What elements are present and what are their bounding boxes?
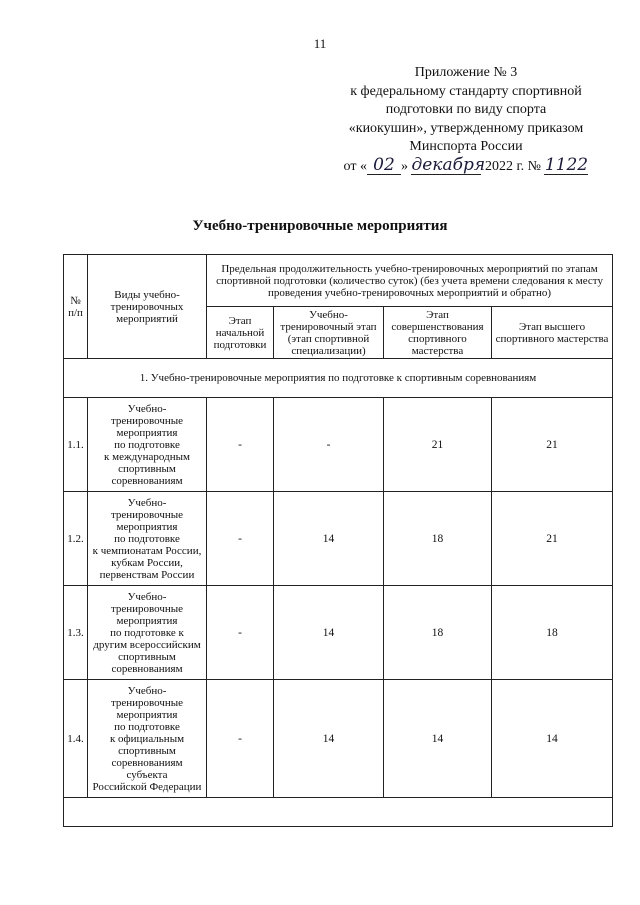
kind-line: спортивным bbox=[118, 462, 176, 475]
kind-line: по подготовке bbox=[114, 438, 180, 451]
handwritten-day: 02 bbox=[367, 157, 401, 175]
table-row bbox=[64, 586, 613, 680]
table-row bbox=[64, 492, 613, 586]
kind-line: к чемпионатам России, bbox=[92, 544, 202, 557]
kind-line: мероприятия bbox=[116, 426, 178, 439]
table-row-empty bbox=[64, 798, 613, 827]
kind-line: по подготовке bbox=[114, 532, 180, 545]
header-num: № п/п bbox=[64, 255, 88, 359]
section-title: 1. Учебно-тренировочные мероприятия по подготовке к спортивным соревнованиям bbox=[64, 359, 613, 398]
row-value: - bbox=[207, 492, 274, 586]
row-value: 14 bbox=[274, 586, 384, 680]
kind-line: Российской Федерации bbox=[92, 780, 202, 793]
document-title: Учебно-тренировочные мероприятия bbox=[192, 218, 448, 234]
date-prefix: от « bbox=[343, 158, 367, 174]
kind-line: Учебно- bbox=[127, 496, 167, 509]
row-value: - bbox=[207, 680, 274, 798]
kind-line: субъекта bbox=[126, 768, 168, 781]
table-row bbox=[64, 398, 613, 492]
kind-line: первенствам России bbox=[99, 568, 195, 581]
row-value: 18 bbox=[384, 586, 492, 680]
kind-line: мероприятия bbox=[116, 708, 178, 721]
empty-cell bbox=[64, 798, 613, 827]
kind-line: Учебно- bbox=[127, 684, 167, 697]
row-value: 21 bbox=[492, 398, 613, 492]
page-number: 11 bbox=[313, 36, 327, 51]
header-stage: Этап высшего спортивного мастерства bbox=[492, 307, 613, 359]
row-kind bbox=[88, 586, 207, 680]
table-row bbox=[64, 680, 613, 798]
kind-line: мероприятия bbox=[116, 520, 178, 533]
kind-line: тренировочные bbox=[110, 508, 184, 521]
table-header-row bbox=[64, 255, 613, 307]
appendix-line: Минспорта России bbox=[409, 139, 523, 154]
kind-line: соревнованиям bbox=[111, 756, 183, 769]
row-value: 18 bbox=[384, 492, 492, 586]
kind-line: тренировочные bbox=[110, 602, 184, 615]
row-value: - bbox=[207, 398, 274, 492]
row-value: 14 bbox=[492, 680, 613, 798]
header-stage: Этап совершенствования спортивного мастерства bbox=[384, 307, 492, 359]
row-value: - bbox=[274, 398, 384, 492]
appendix-line: к федеральному стандарту спортивной bbox=[350, 83, 582, 99]
appendix-line: подготовки по виду спорта bbox=[385, 102, 547, 117]
kind-line: тренировочные bbox=[110, 696, 184, 709]
row-value: 14 bbox=[384, 680, 492, 798]
row-kind bbox=[88, 680, 207, 798]
kind-line: спортивным bbox=[118, 650, 176, 663]
row-value: 14 bbox=[274, 492, 384, 586]
section-row bbox=[64, 359, 613, 398]
kind-line: тренировочные bbox=[110, 414, 184, 427]
appendix-line: «киокушин», утвержденному приказом bbox=[348, 120, 584, 136]
row-number: 1.2. bbox=[64, 492, 88, 586]
order-date-line bbox=[326, 154, 606, 177]
row-number: 1.3. bbox=[64, 586, 88, 680]
header-stage: Этап начальной подготовки bbox=[207, 307, 274, 359]
kind-line: Учебно- bbox=[127, 402, 167, 415]
kind-line: Учебно- bbox=[127, 590, 167, 603]
kind-line: к международным bbox=[104, 450, 190, 463]
header-stage: Учебно-тренировочный этап (этап спортивной специализации) bbox=[274, 307, 384, 359]
kind-line: мероприятия bbox=[116, 614, 178, 627]
row-number: 1.1. bbox=[64, 398, 88, 492]
row-value: 21 bbox=[384, 398, 492, 492]
kind-line: по подготовке к bbox=[110, 626, 184, 639]
header-duration: Предельная продолжительность учебно-тренировочных мероприятий по этапам спортивной подготовки (количество суток) (без учета времени следования к месту проведения учебно-тренировочных мероприятий и обратно) bbox=[207, 255, 613, 307]
row-number: 1.4. bbox=[64, 680, 88, 798]
kind-line: соревнованиям bbox=[111, 474, 183, 487]
kind-line: другим всероссийским bbox=[93, 638, 201, 651]
kind-line: кубкам России, bbox=[111, 556, 183, 569]
date-year: 2022 г. № bbox=[484, 158, 541, 174]
handwritten-order-number: 1122 bbox=[544, 154, 589, 175]
date-mid: » bbox=[400, 158, 408, 174]
kind-line: спортивным bbox=[118, 744, 176, 757]
appendix-title: Приложение № 3 bbox=[414, 65, 518, 80]
row-value: 21 bbox=[492, 492, 613, 586]
handwritten-month: декабря bbox=[411, 154, 486, 175]
row-kind bbox=[88, 398, 207, 492]
appendix-block bbox=[326, 64, 606, 176]
kind-line: к официальным bbox=[109, 732, 185, 745]
row-value: 14 bbox=[274, 680, 384, 798]
kind-line: соревнованиям bbox=[111, 662, 183, 675]
row-value: - bbox=[207, 586, 274, 680]
header-kind: Виды учебно-тренировочных мероприятий bbox=[88, 255, 207, 359]
row-value: 18 bbox=[492, 586, 613, 680]
kind-line: по подготовке bbox=[114, 720, 180, 733]
training-events-table bbox=[63, 254, 613, 827]
row-kind bbox=[88, 492, 207, 586]
